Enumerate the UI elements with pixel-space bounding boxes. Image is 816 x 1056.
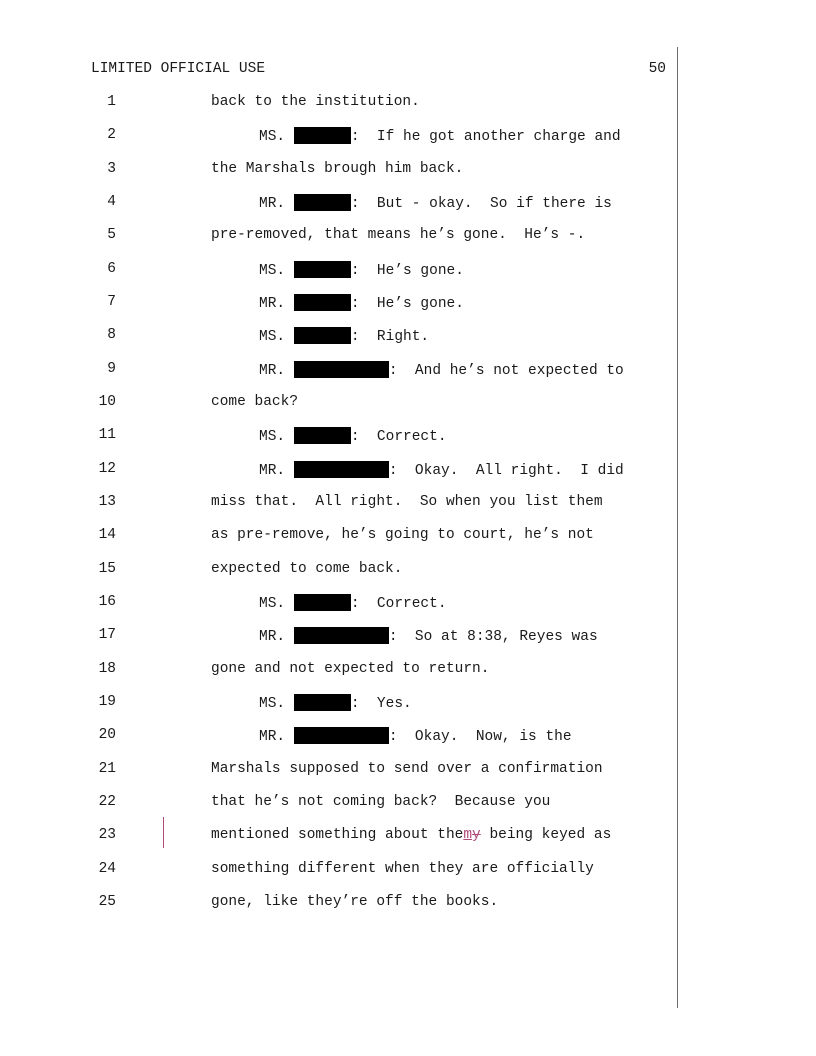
- redaction-box: [294, 194, 351, 211]
- line-number: 23: [98, 827, 116, 843]
- speaker-title: MS.: [259, 329, 286, 345]
- speaker-title: MS.: [259, 263, 286, 279]
- line-number: 1: [107, 94, 116, 110]
- speech-text: : Okay. All right. I did: [388, 463, 624, 479]
- line-text: pre-removed, that means he’s gone. He’s -.: [211, 227, 586, 243]
- speaker-line: [259, 694, 412, 712]
- page-number: 50: [648, 61, 666, 77]
- line-text: something different when they are officially: [211, 861, 594, 877]
- speech-text: : He’s gone.: [350, 263, 464, 279]
- line-text: back to the institution.: [211, 94, 420, 110]
- line-number: 17: [98, 627, 116, 643]
- line-text: come back?: [211, 394, 299, 410]
- line-number: 5: [107, 227, 116, 243]
- redaction-box: [294, 594, 351, 611]
- speaker-line: [259, 294, 464, 312]
- line-text-with-revision: [211, 827, 611, 843]
- redaction-box: [294, 127, 351, 144]
- speaker-line: [259, 461, 624, 479]
- transcript-line: [0, 494, 816, 514]
- line-number: 9: [107, 361, 116, 377]
- line-number: 3: [107, 161, 116, 177]
- transcript-line: [0, 327, 816, 347]
- speech-text: : Okay. Now, is the: [388, 729, 572, 745]
- text-before-revision: mentioned something about the: [211, 827, 464, 843]
- speech-text: : Right.: [350, 329, 430, 345]
- line-number: 2: [107, 127, 116, 143]
- speaker-line: [259, 127, 621, 145]
- speaker-line: [259, 427, 447, 445]
- line-number: 19: [98, 694, 116, 710]
- speaker-line: [259, 261, 464, 279]
- transcript-line: [0, 161, 816, 181]
- transcript-line: [0, 761, 816, 781]
- line-number: 4: [107, 194, 116, 210]
- redaction-box: [294, 627, 389, 644]
- speaker-title: MS.: [259, 696, 286, 712]
- line-text: gone, like they’re off the books.: [211, 894, 499, 910]
- speaker-title: MR.: [259, 196, 286, 212]
- redaction-box: [294, 461, 389, 478]
- transcript-line: [0, 694, 816, 714]
- speaker-title: MR.: [259, 363, 286, 379]
- transcript-line: [0, 594, 816, 614]
- inserted-text: m: [463, 827, 473, 843]
- speaker-title: MS.: [259, 596, 286, 612]
- transcript-line: [0, 361, 816, 381]
- line-number: 25: [98, 894, 116, 910]
- line-number: 6: [107, 261, 116, 277]
- speaker-line: [259, 727, 572, 745]
- line-text: gone and not expected to return.: [211, 661, 490, 677]
- speech-text: : Correct.: [350, 596, 447, 612]
- speaker-title: MS.: [259, 429, 286, 445]
- transcript-line: [0, 794, 816, 814]
- line-number: 12: [98, 461, 116, 477]
- line-number: 16: [98, 594, 116, 610]
- speech-text: : Yes.: [350, 696, 412, 712]
- line-number: 18: [98, 661, 116, 677]
- line-number: 10: [98, 394, 116, 410]
- redaction-box: [294, 294, 351, 311]
- speech-text: : So at 8:38, Reyes was: [388, 629, 598, 645]
- line-number: 13: [98, 494, 116, 510]
- redaction-box: [294, 261, 351, 278]
- transcript-line: [0, 627, 816, 647]
- speaker-title: MR.: [259, 629, 286, 645]
- transcript-line: [0, 727, 816, 747]
- speech-text: : And he’s not expected to: [388, 363, 624, 379]
- line-text: that he’s not coming back? Because you: [211, 794, 551, 810]
- redaction-box: [294, 694, 351, 711]
- line-number: 14: [98, 527, 116, 543]
- line-number: 24: [98, 861, 116, 877]
- speaker-line: [259, 327, 429, 345]
- speaker-title: MR.: [259, 296, 286, 312]
- deleted-text: y: [472, 827, 481, 843]
- classification-header: LIMITED OFFICIAL USE: [91, 61, 266, 77]
- transcript-line: [0, 427, 816, 447]
- speech-text: : He’s gone.: [350, 296, 464, 312]
- line-number: 7: [107, 294, 116, 310]
- speech-text: : Correct.: [350, 429, 447, 445]
- transcript-line: [0, 127, 816, 147]
- speaker-line: [259, 194, 612, 212]
- transcript-line: [0, 94, 816, 114]
- line-text: as pre-remove, he’s going to court, he’s not: [211, 527, 594, 543]
- line-number: 11: [98, 427, 116, 443]
- line-number: 21: [98, 761, 116, 777]
- line-number: 22: [98, 794, 116, 810]
- line-number: 20: [98, 727, 116, 743]
- transcript-line: [0, 861, 816, 881]
- speaker-line: [259, 361, 624, 379]
- line-text: the Marshals brough him back.: [211, 161, 464, 177]
- redaction-box: [294, 361, 389, 378]
- line-number: 8: [107, 327, 116, 343]
- transcript-line: [0, 261, 816, 281]
- text-after-revision: being keyed as: [480, 827, 612, 843]
- speech-text: : But - okay. So if there is: [350, 196, 612, 212]
- transcript-line: [0, 661, 816, 681]
- line-text: Marshals supposed to send over a confirmation: [211, 761, 603, 777]
- line-number: 15: [98, 561, 116, 577]
- transcript-line: [0, 394, 816, 414]
- speaker-title: MS.: [259, 129, 286, 145]
- redaction-box: [294, 327, 351, 344]
- transcript-line: [0, 294, 816, 314]
- speaker-line: [259, 627, 598, 645]
- transcript-line: [0, 227, 816, 247]
- redaction-box: [294, 727, 389, 744]
- transcript-line: [0, 461, 816, 481]
- speaker-title: MR.: [259, 729, 286, 745]
- speaker-line: [259, 594, 447, 612]
- line-text: expected to come back.: [211, 561, 403, 577]
- transcript-line: [0, 527, 816, 547]
- transcript-line: [0, 561, 816, 581]
- transcript-line: [0, 827, 816, 847]
- line-text: miss that. All right. So when you list them: [211, 494, 603, 510]
- redaction-box: [294, 427, 351, 444]
- speaker-title: MR.: [259, 463, 286, 479]
- transcript-line: [0, 894, 816, 914]
- speech-text: : If he got another charge and: [350, 129, 621, 145]
- transcript-line: [0, 194, 816, 214]
